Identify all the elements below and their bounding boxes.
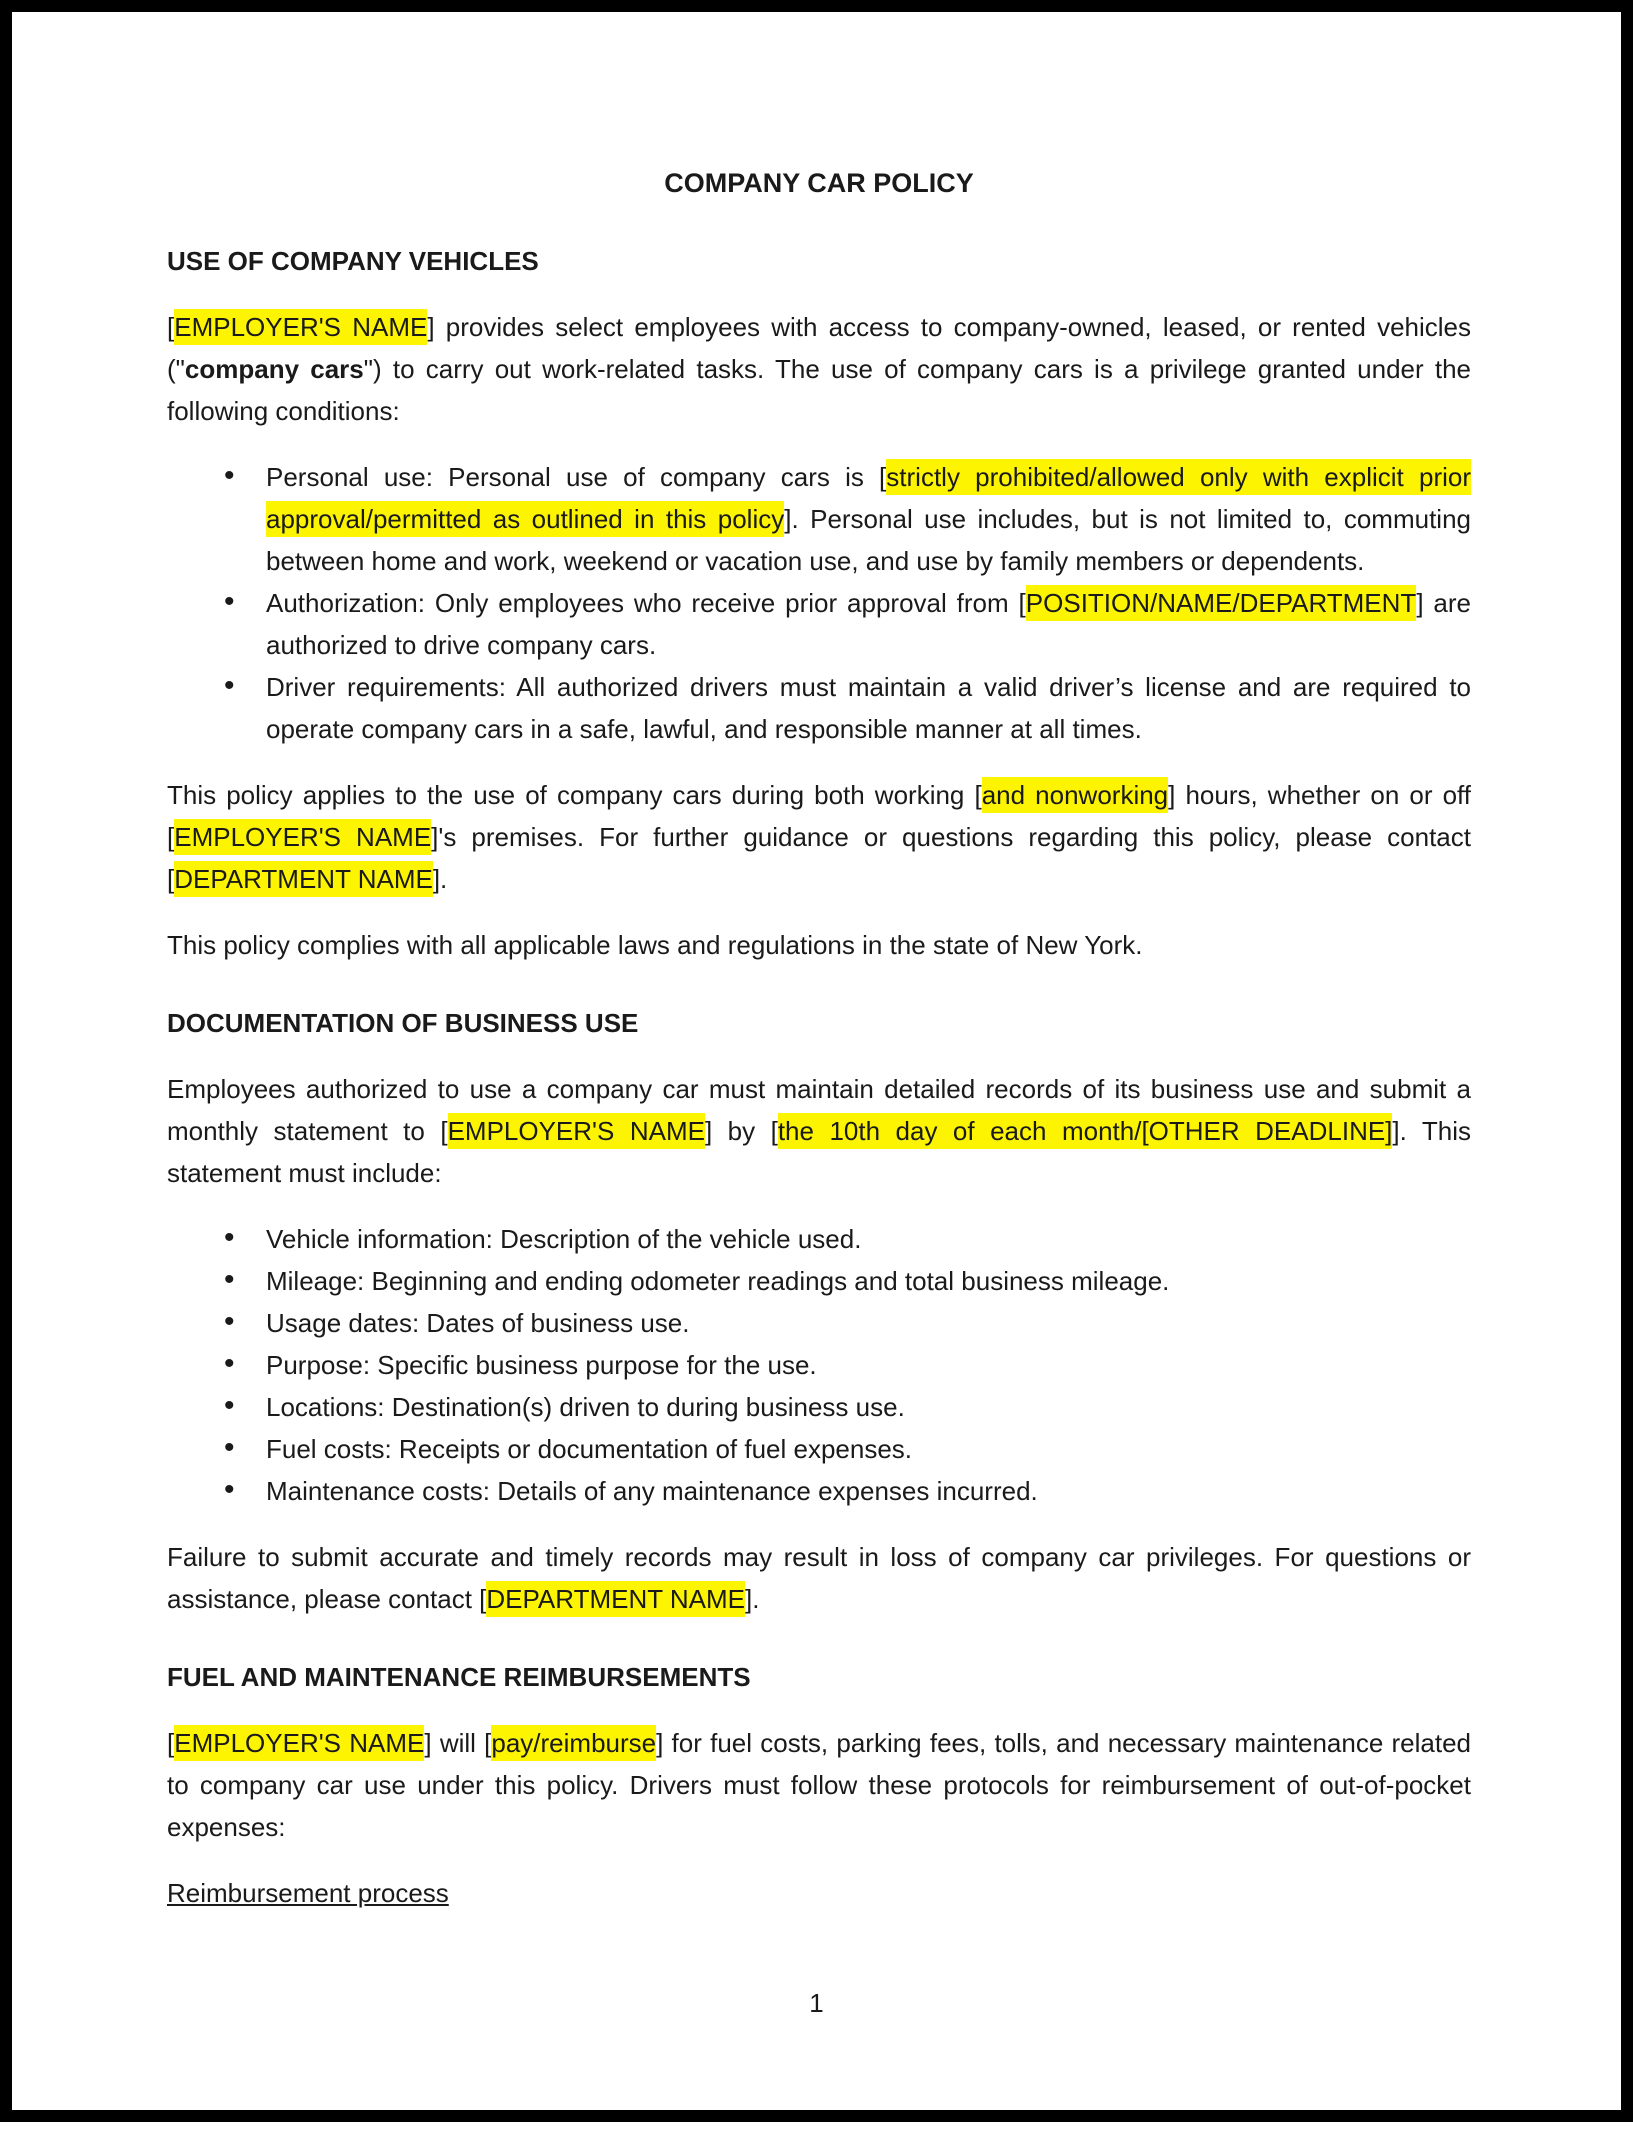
text-segment: ]. This statement must include:	[167, 1116, 1471, 1188]
highlighted-placeholder: EMPLOYER'S NAME	[174, 309, 427, 345]
text-segment: ]. Personal use includes, but is not limited to, commuting between home and work, weekend or vacation use, and use by family members or dependents.	[266, 504, 1471, 576]
bullet-personal-use	[167, 456, 1471, 582]
document-title: COMPANY CAR POLICY	[664, 168, 974, 198]
text-segment: Employees authorized to use a company car must maintain detailed records of its business use and submit a monthly statement to [	[167, 1074, 1471, 1146]
document-content	[167, 162, 1471, 1938]
heading-fuel-and-maintenance-reimbursements: FUEL AND MAINTENANCE REIMBURSEMENTS	[167, 1662, 751, 1692]
bullet-usage-dates: • Usage dates: Dates of business use.	[167, 1302, 1471, 1344]
bullet-locations: • Locations: Destination(s) driven to during business use.	[167, 1386, 1471, 1428]
highlighted-placeholder: strictly prohibited/allowed only with explicit prior approval/permitted as outlined in this policy	[266, 459, 1471, 537]
text-segment: ") to carry out work-related tasks. The use of company cars is a privilege granted under the following conditions:	[167, 354, 1471, 426]
paragraph-vehicles-intro	[167, 306, 1471, 432]
paragraph-documentation-intro	[167, 1068, 1471, 1194]
vehicles-bullet-list	[167, 456, 1471, 750]
page-number: 1	[809, 1988, 824, 2018]
documentation-bullet-list	[167, 1218, 1471, 1512]
text-segment: ] by [	[704, 1116, 778, 1146]
highlighted-placeholder: DEPARTMENT NAME	[174, 861, 433, 897]
bullet-purpose: • Purpose: Specific business purpose for the use.	[167, 1344, 1471, 1386]
page-footer	[12, 1988, 1621, 2018]
paragraph-fuel-intro	[167, 1722, 1471, 1848]
text-segment: ] are authorized to drive company cars.	[266, 588, 1472, 660]
bullet-fuel-costs: • Fuel costs: Receipts or documentation of fuel expenses.	[167, 1428, 1471, 1470]
text-segment: ].	[432, 864, 448, 894]
highlighted-placeholder: DEPARTMENT NAME	[486, 1581, 745, 1617]
highlighted-placeholder: the 10th day of each month/[OTHER DEADLINE]	[778, 1113, 1393, 1149]
highlighted-placeholder: and nonworking	[982, 777, 1168, 813]
text-segment: ] hours, whether on or off [	[167, 780, 1472, 852]
text-segment: ].	[745, 1584, 760, 1614]
bullet-maintenance-costs: • Maintenance costs: Details of any maintenance expenses incurred.	[167, 1470, 1471, 1512]
text-segment: Authorization: Only employees who receive prior approval from [	[266, 588, 1026, 618]
paragraph-failure-to-submit	[167, 1536, 1471, 1620]
text-segment: This policy complies with all applicable laws and regulations in the state of New York.	[167, 930, 1143, 960]
highlighted-placeholder: EMPLOYER'S NAME	[174, 819, 431, 855]
text-segment: Failure to submit accurate and timely records may result in loss of company car privileges. For questions or assistance, please contact [	[167, 1542, 1471, 1614]
bullet-driver-requirements	[167, 666, 1471, 750]
bullet-authorization	[167, 582, 1471, 666]
highlighted-placeholder: POSITION/NAME/DEPARTMENT	[1026, 585, 1417, 621]
text-segment: [	[167, 312, 175, 342]
text-segment: This policy applies to the use of company cars during both working [	[167, 780, 982, 810]
text-segment: Driver requirements: All authorized drivers must maintain a valid driver’s license and are required to operate company cars in a safe, lawful, and responsible manner at all times.	[266, 672, 1471, 744]
highlighted-placeholder: pay/reimburse	[491, 1725, 656, 1761]
highlighted-placeholder: EMPLOYER'S NAME	[448, 1113, 705, 1149]
text-segment: ]'s premises. For further guidance or questions regarding this policy, please contact [	[167, 822, 1471, 894]
paragraph-policy-complies	[167, 924, 1471, 966]
text-segment: Personal use: Personal use of company cars is [	[266, 462, 887, 492]
heading-use-of-company-vehicles: USE OF COMPANY VEHICLES	[167, 246, 539, 276]
text-segment: ] for fuel costs, parking fees, tolls, and necessary maintenance related to company car use under this policy. Drivers must follow these protocols for reimbursement of out-of-pocket expenses:	[167, 1728, 1472, 1842]
bullet-mileage: • Mileage: Beginning and ending odometer readings and total business mileage.	[167, 1260, 1471, 1302]
text-segment: [	[167, 1728, 175, 1758]
text-segment: ] will [	[424, 1728, 492, 1758]
highlighted-placeholder: EMPLOYER'S NAME	[174, 1725, 424, 1761]
subheading-reimbursement-process: Reimbursement process	[167, 1878, 449, 1908]
bold-text: company cars	[184, 354, 364, 384]
bullet-vehicle-information: • Vehicle information: Description of the vehicle used.	[167, 1218, 1471, 1260]
paragraph-policy-applies	[167, 774, 1471, 900]
text-segment: ] provides select employees with access to company-owned, leased, or rented vehicles ("	[167, 312, 1472, 384]
heading-documentation-of-business-use: DOCUMENTATION OF BUSINESS USE	[167, 1008, 639, 1038]
